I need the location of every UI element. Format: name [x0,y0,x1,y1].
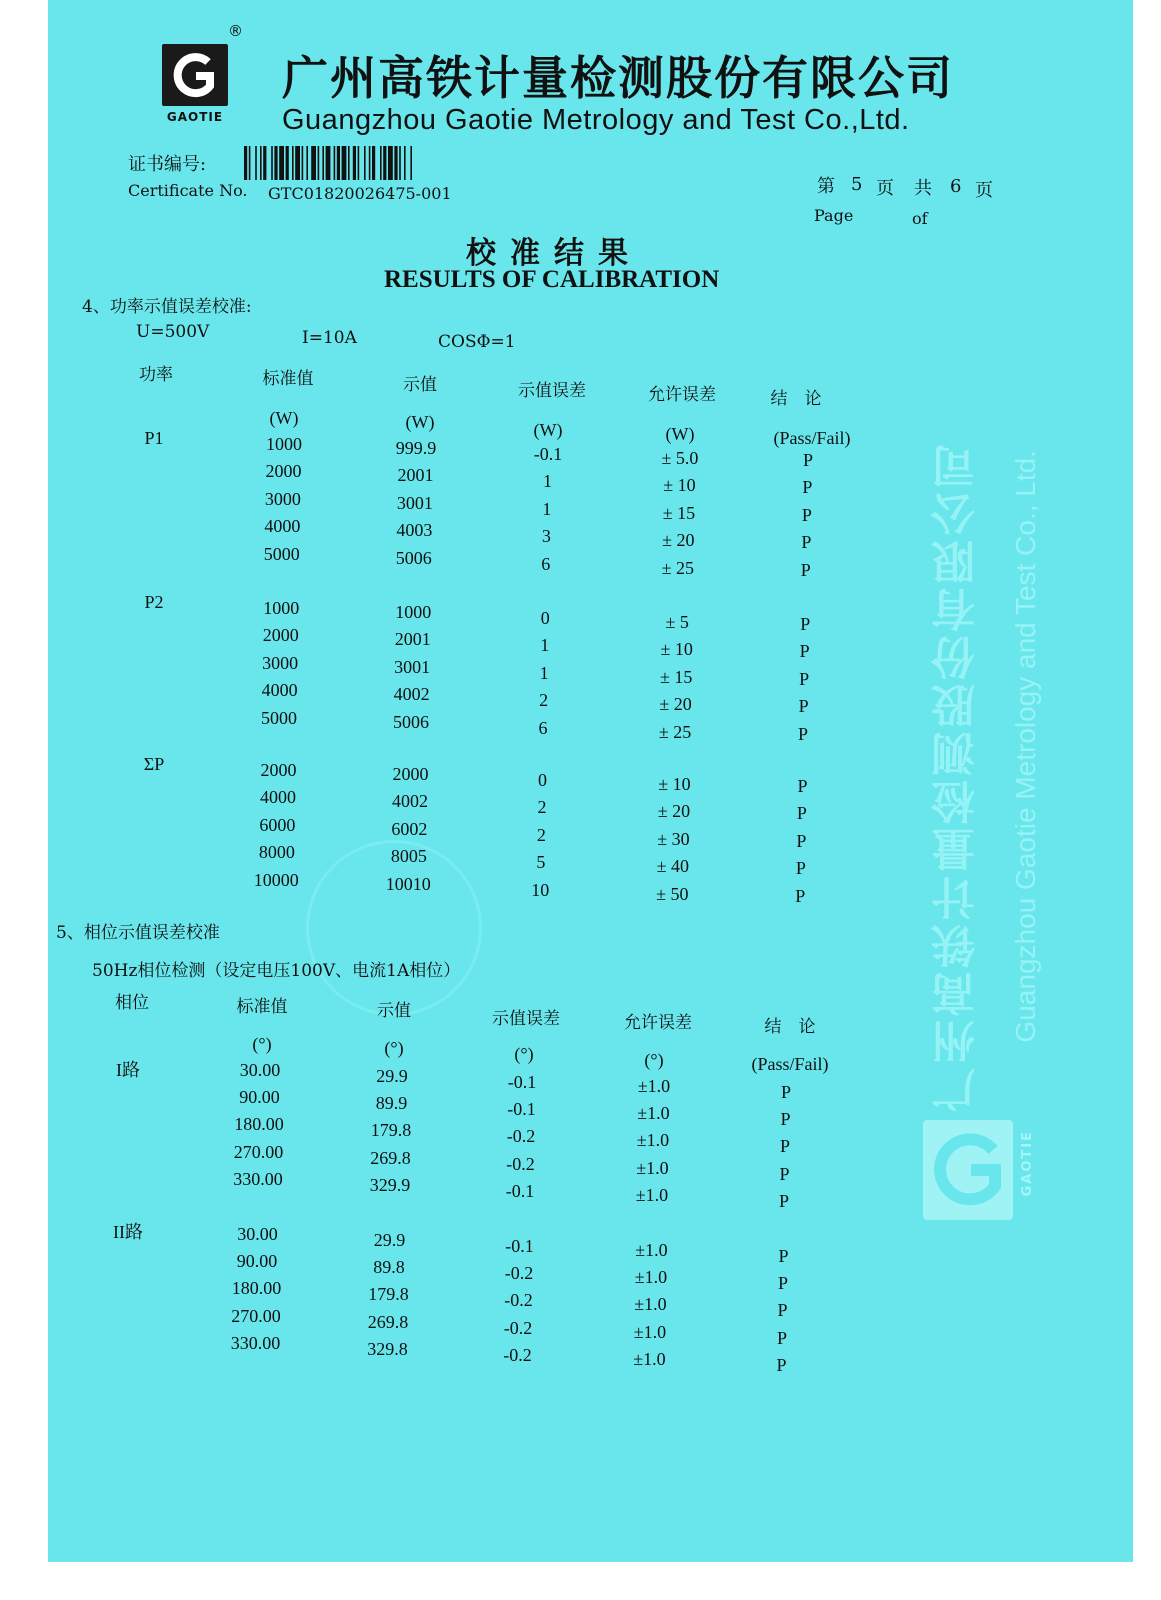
of-en: of [912,209,928,228]
table-cell: 3000 [262,652,299,673]
registered-mark: ® [228,22,243,40]
table-cell: 2 [537,797,547,818]
table-cell: 179.8 [368,1284,409,1305]
table-cell: -0.1 [505,1180,535,1201]
watermark-logo-text: GAOTIE [1020,1130,1035,1197]
table-cell: ± 50 [656,883,689,904]
column-header: 标准值 [262,369,314,389]
section5-title: 5、相位示值误差校准 [56,923,220,943]
table-cell: 329.9 [369,1174,411,1195]
table-cell: 1 [540,635,550,656]
logo-text: GAOTIE [166,110,224,124]
page-label-ye: 页 [876,178,894,199]
column-header: 示值 [377,1001,411,1021]
column-header: 相位 [115,993,149,1013]
table-cell: 5006 [395,547,432,568]
table-cell: ±1.0 [636,1130,670,1151]
table-cell: 6000 [259,814,296,835]
table-cell: P [796,803,807,824]
group-label: I路 [116,1060,140,1080]
results-title-cn: 校准结果 [466,236,642,271]
table-cell: ± 15 [659,666,693,687]
table-cell: 2001 [394,629,431,650]
table-cell: P [799,641,810,662]
table-cell: 10000 [253,869,299,890]
table-cell: ±1.0 [634,1294,667,1315]
table-cell: 1000 [263,598,300,618]
table-cell: P [778,1246,789,1266]
table-cell: -0.1 [507,1072,537,1092]
table-cell: P [780,1082,791,1102]
table-cell: 89.8 [373,1257,405,1278]
column-header: 允许误差 [648,385,716,405]
table-cell: 10010 [385,873,431,894]
unit-label: (W) [405,412,435,432]
table-cell: 4000 [261,680,298,701]
column-header: 示值误差 [492,1009,560,1029]
table-cell: 3 [541,526,551,547]
section4-title: 4、功率示值误差校准: [82,297,252,317]
table-cell: P [801,532,812,553]
section4-voltage: U=500V [136,322,210,342]
unit-label: (W) [533,420,563,440]
table-cell: 1 [539,662,549,683]
page-total: 6 [950,176,962,197]
table-cell: 5000 [263,543,300,564]
column-header: 允许误差 [624,1013,692,1033]
table-cell: 0 [540,608,550,628]
table-cell: 5006 [393,711,430,732]
table-cell: -0.2 [506,1126,536,1147]
table-cell: 2000 [260,760,297,780]
table-cell: 90.00 [239,1087,280,1108]
table-cell: 2000 [265,461,302,482]
table-cell: 2 [539,690,549,711]
table-cell: 269.8 [367,1311,409,1332]
table-cell: P [796,830,807,851]
column-header: 标准值 [236,997,288,1017]
table-cell: 30.00 [239,1060,281,1080]
table-cell: 10 [531,879,550,900]
table-cell: ±1.0 [635,1184,669,1205]
table-cell: ± 15 [662,502,696,523]
table-cell: P [778,1190,789,1211]
page-label-ye2: 页 [975,180,993,201]
table-cell: P [802,450,813,470]
unit-label: (Pass/Fail) [773,428,851,448]
unit-label: (W) [269,408,299,428]
table-cell: 4002 [391,791,428,812]
table-cell: 2000 [392,764,429,784]
table-cell: -0.1 [505,1236,534,1256]
table-cell: ± 10 [660,639,693,660]
table-cell: 1 [542,498,552,519]
column-header: 示值误差 [518,381,586,401]
table-cell: P [779,1136,790,1157]
table-cell: 0 [538,770,547,790]
section4-cos: COSΦ=1 [438,332,516,352]
table-cell: -0.2 [504,1290,533,1311]
table-cell: ±1.0 [636,1157,669,1178]
table-cell: 1 [542,471,552,492]
table-cell: 180.00 [234,1114,284,1135]
column-header: 功率 [139,365,173,385]
table-cell: 4002 [393,684,430,705]
column-header: 结 论 [764,1017,816,1037]
table-cell: 269.8 [370,1147,411,1168]
table-cell: ± 25 [658,721,692,742]
table-cell: 2 [536,824,546,845]
table-cell: 4003 [396,520,433,541]
table-cell: ±1.0 [637,1076,671,1096]
table-cell: 2000 [262,625,299,646]
table-cell: 2001 [397,465,434,486]
company-name-cn: 广州高铁计量检测股份有限公司 [282,51,954,105]
unit-label: (°) [384,1038,404,1058]
table-cell: 29.9 [376,1066,408,1086]
table-cell: ± 20 [657,801,691,822]
table-cell: 5000 [261,707,298,728]
table-cell: ± 10 [663,475,696,496]
group-label: P2 [144,592,164,612]
cert-label-cn: 证书编号: [128,154,207,175]
unit-label: (°) [644,1050,664,1070]
table-cell: 6 [538,717,548,738]
table-cell: P [797,776,808,796]
table-cell: 329.8 [367,1338,408,1359]
table-cell: P [780,1109,791,1130]
unit-label: (Pass/Fail) [751,1054,829,1074]
group-label: II路 [113,1222,143,1242]
watermark-logo-icon [923,1120,1013,1220]
table-cell: 3001 [394,656,431,677]
table-cell: 5 [536,852,546,873]
company-name-en: Guangzhou Gaotie Metrology and Test Co.,Ltd. [282,104,910,136]
table-cell: 330.00 [230,1332,281,1353]
table-cell: -0.2 [504,1263,534,1284]
table-cell: 179.8 [370,1120,412,1141]
table-cell: P [776,1327,787,1348]
table-cell: ± 30 [657,828,690,849]
table-cell: 3000 [264,488,301,509]
certificate-page [48,0,1133,1562]
table-cell: ± 20 [662,530,695,551]
table-cell: 29.9 [373,1230,406,1250]
page-en: Page [814,206,854,225]
watermark-company-cn: 广州高铁计量检测股份有限公司 [932,440,983,1112]
table-cell: 6002 [391,818,428,839]
table-cell: ± 25 [661,557,694,578]
table-cell: 89.9 [375,1093,408,1114]
table-cell: P [779,1163,790,1184]
table-cell: P [777,1300,788,1321]
table-cell: -0.2 [506,1153,535,1174]
table-cell: 270.00 [231,1305,281,1326]
table-cell: P [799,668,810,689]
table-cell: 30.00 [237,1224,278,1244]
table-cell: ± 10 [658,774,691,794]
column-header: 示值 [403,375,437,395]
cert-label-en: Certificate No. [128,181,248,200]
table-cell: P [802,477,813,498]
column-header: 结 论 [770,389,822,409]
company-logo-icon [162,44,228,106]
table-cell: 330.00 [233,1168,283,1189]
cert-number: GTC01820026475-001 [268,184,452,203]
table-cell: -0.2 [503,1344,532,1365]
table-cell: P [795,858,806,879]
table-cell: 270.00 [233,1141,284,1162]
table-cell: 1000 [395,602,432,622]
table-cell: -0.1 [533,444,563,464]
table-cell: 4000 [259,787,296,808]
unit-label: (W) [665,424,695,444]
table-cell: -0.1 [507,1099,536,1120]
group-label: ΣP [143,754,165,774]
results-title-en: RESULTS OF CALIBRATION [384,266,720,293]
watermark-company-en: Guangzhou Gaotie Metrology and Test Co., Ltd. [1010,450,1041,1043]
table-cell: P [800,559,811,580]
table-cell: P [800,614,811,634]
table-cell: ± 40 [656,856,690,877]
page-number: 5 [851,174,863,195]
table-cell: -0.2 [503,1317,533,1338]
table-cell: ±1.0 [633,1348,666,1369]
section5-subtitle: 50Hz相位检测（设定电压100V、电流1A相位） [92,961,461,981]
table-cell: P [795,885,806,906]
table-cell: 180.00 [231,1278,282,1299]
group-label: P1 [144,428,164,448]
table-cell: ± 20 [659,694,692,715]
table-cell: 8000 [258,842,295,863]
table-cell: ±1.0 [637,1103,670,1124]
page-label-di: 第 [817,176,835,197]
unit-label: (°) [514,1044,534,1064]
table-cell: 8005 [390,846,427,867]
table-cell: ± 5 [665,612,689,632]
table-cell: ±1.0 [635,1240,668,1260]
table-cell: P [798,696,809,717]
page-label-gong: 共 [914,178,932,199]
table-cell: ± 5.0 [661,448,699,468]
section4-current: I=10A [302,328,357,348]
table-cell: ±1.0 [634,1267,668,1288]
unit-label: (°) [252,1034,272,1054]
table-cell: 3001 [396,492,433,513]
table-cell: 999.9 [395,438,437,458]
table-cell: 90.00 [236,1251,278,1272]
table-cell: P [776,1354,787,1375]
table-cell: 1000 [266,434,302,454]
barcode [244,146,504,180]
table-cell: 4000 [264,516,301,537]
table-cell: P [798,723,809,744]
table-cell: 6 [541,553,551,574]
table-cell: P [801,504,812,525]
table-cell: ±1.0 [633,1321,667,1342]
table-cell: P [777,1273,788,1294]
